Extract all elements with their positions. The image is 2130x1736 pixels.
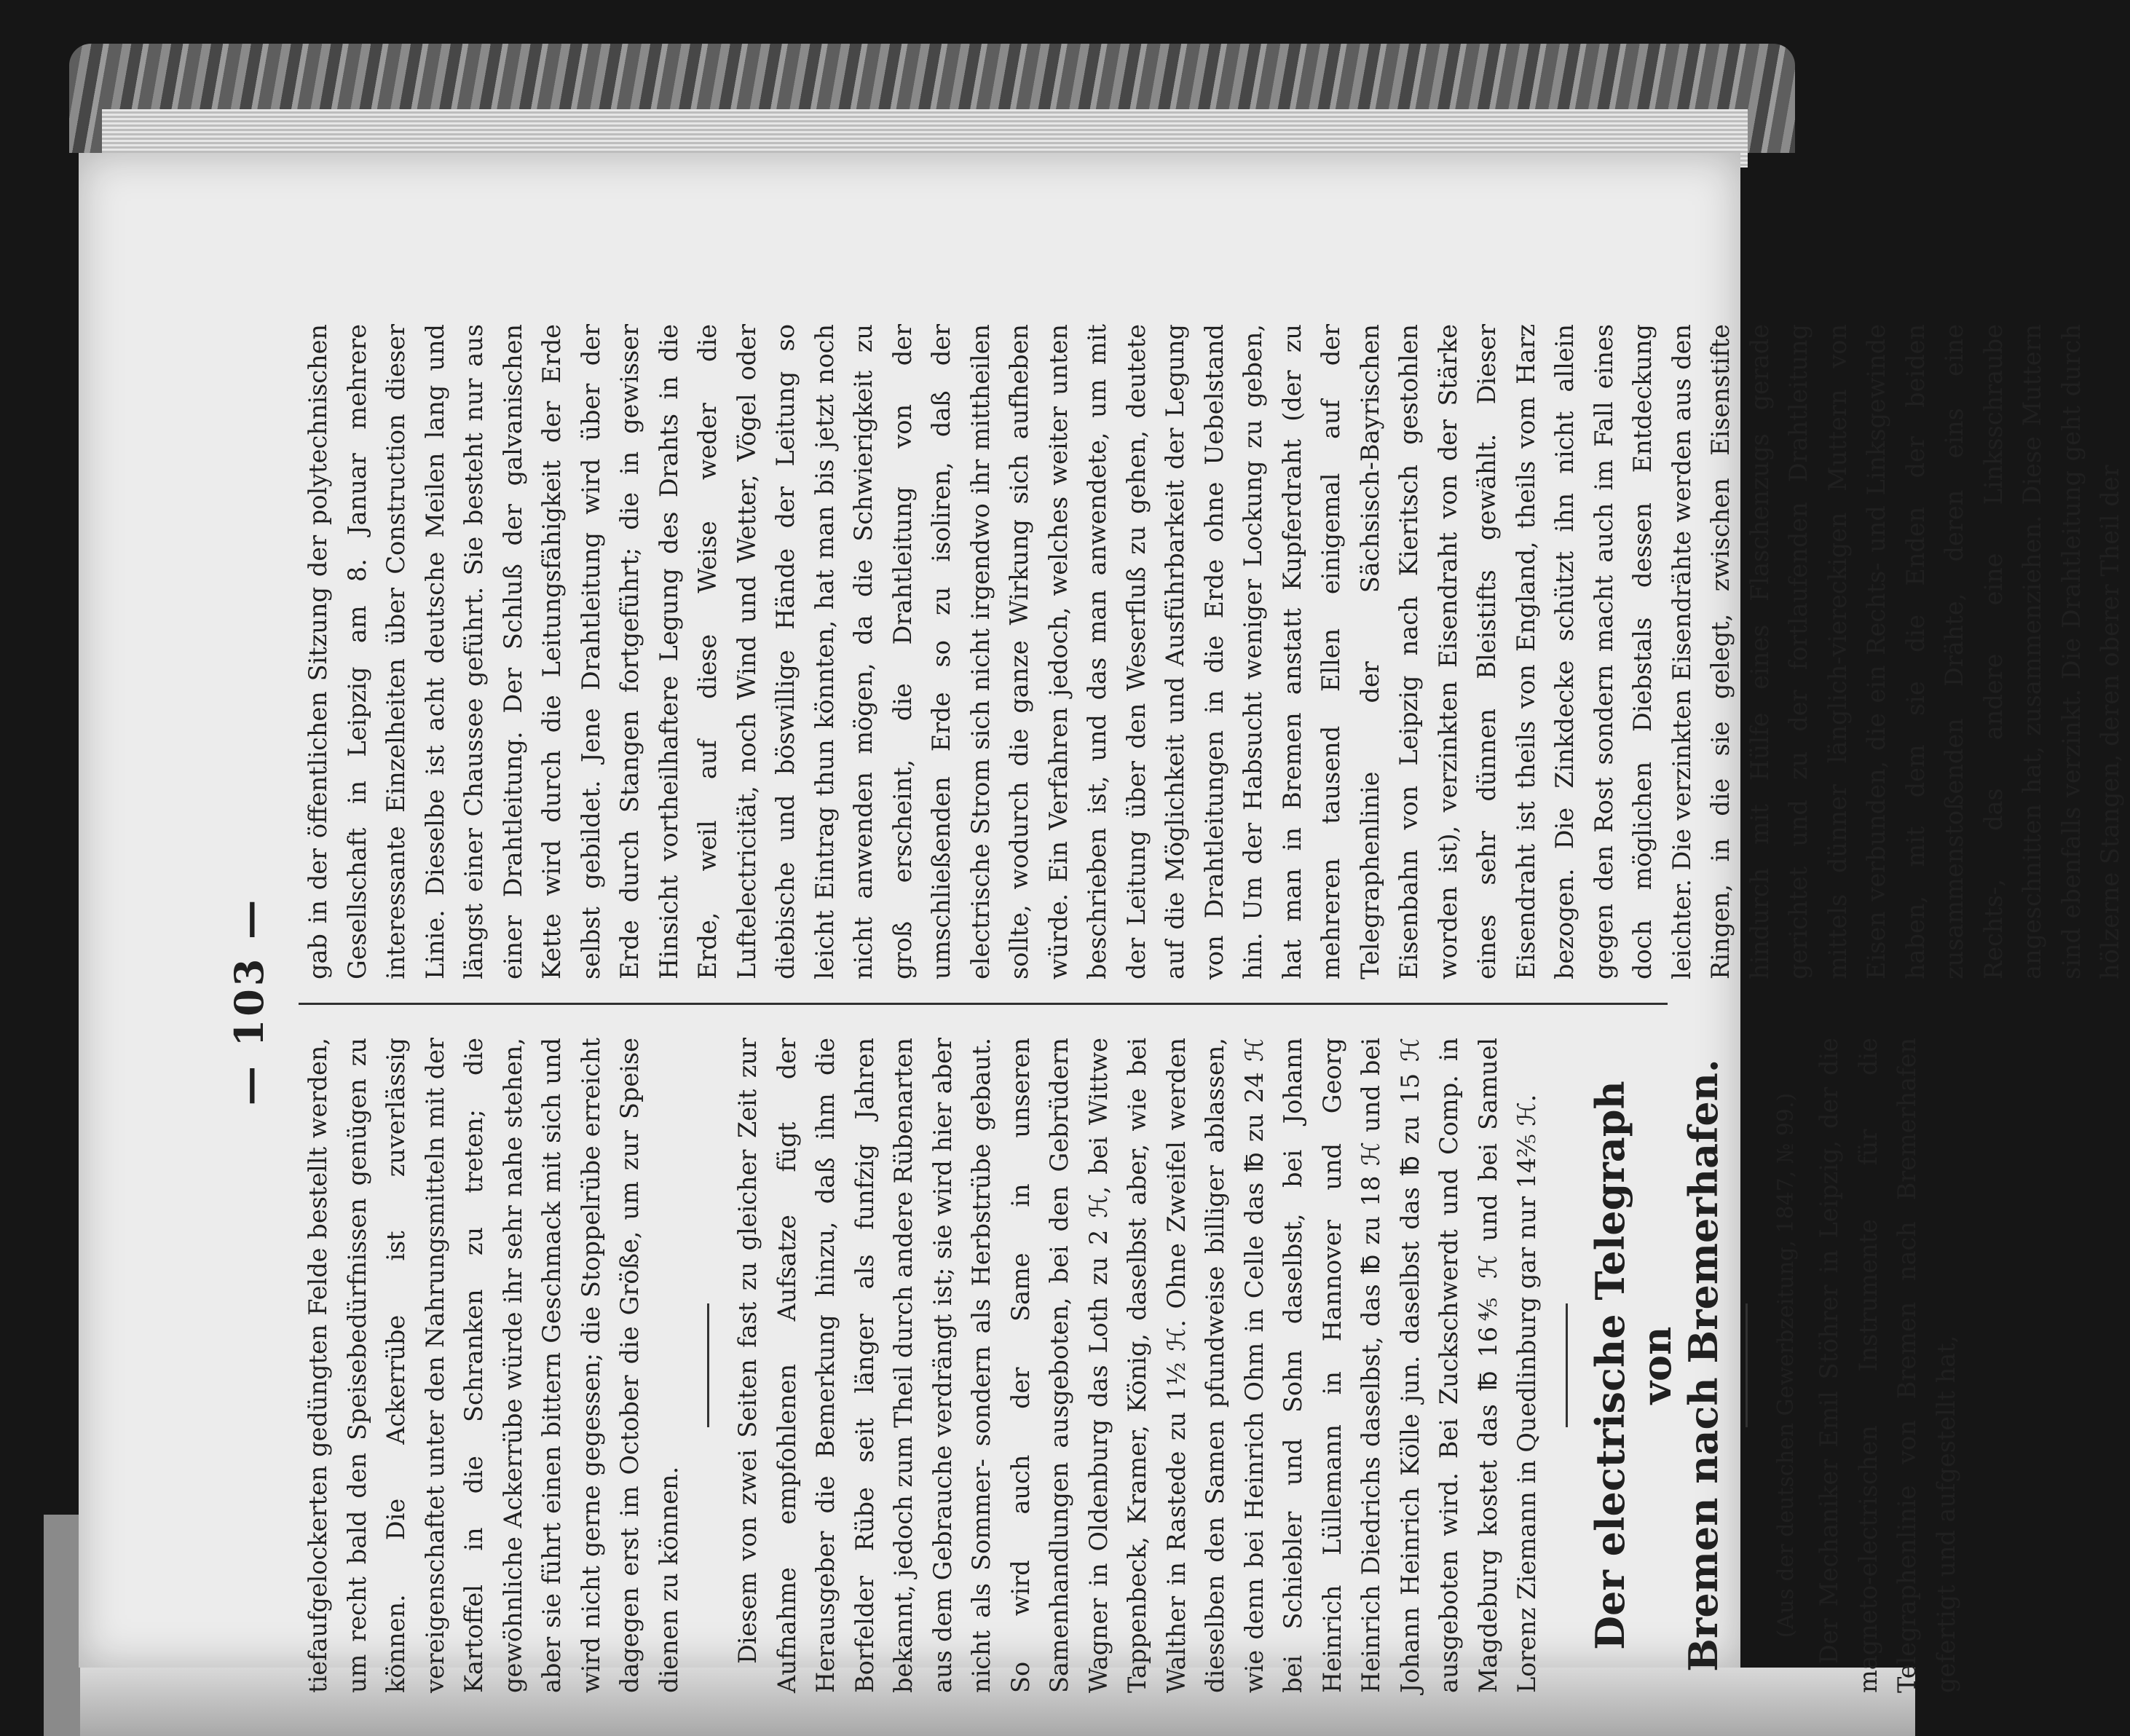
right-column [299, 324, 2124, 979]
left-paragraph-3: Der Mechaniker Emil Stöhrer in Leipzig, der die magneto-electrischen Instrumente für die Telegraphenlinie von Bremen nach Bremerhafen gefertigt und aufgestellt hat, [1815, 1038, 1960, 1693]
section-divider [1746, 1303, 1748, 1427]
article-heading [1587, 1038, 1727, 1693]
left-paragraph-2: Diesem von zwei Seiten fast zu gleicher Zeit zur Aufnahme empfohlenen Aufsatze fügt der Herausgeber die Bemerkung hinzu, daß ihm die Borfelder Rübe seit länger als funfzig Jahren bekannt, jedoch zum Theil durch andere Rübenarten aus dem Gebrauche verdrängt ist; sie wird hier aber nicht als Sommer- sondern als Herbstrübe gebaut. So wird auch der Same in unseren Samenhandlungen ausgeboten, bei den Gebrüdern Wagner in Oldenburg das Loth zu 2 ℋ, bei Wittwe Tappenbeck, Kramer, König, daselbst aber, wie bei Walther in Rastede zu 1½ ℋ. Ohne Zweifel werden dieselben den Samen pfundweise billiger ablassen, wie denn bei Heinrich Ohm in Celle das ℔ zu 24 ℋ bei Schiebler und Sohn daselbst, bei Johann Heinrich Lüllemann in Hannover und Georg Heinrich Diedrichs daselbst, das ℔ zu 18 ℋ und bei Johann Heinrich Kölle jun. daselbst das ℔ zu 15 ℋ ausgeboten wird. Bei Zuckschwerdt und Comp. in Magdeburg kostet das ℔ 16⅘ ℋ und bei Samuel Lorenz Ziemann in Quedlinburg gar nur 14⅖ ℋ. [733, 1038, 1541, 1693]
rotated-text-area [226, 280, 2124, 1722]
left-column [299, 1038, 1960, 1693]
right-paragraph-1: gab in der öffentlichen Sitzung der polytechnischen Gesellschaft in Leipzig am 8. Januar mehrere interessante Einzelheiten über Construction dieser Linie. Dieselbe ist acht deutsche Meilen lang und längst einer Chaussee geführt. Sie besteht nur aus einer Drahtleitung. Der Schluß der galvanischen Kette wird durch die Leitungsfähigkeit der Erde selbst gebildet. Jene Drahtleitung wird über der Erde durch Stangen fortgeführt; die in gewisser Hinsicht vortheilhaftere Legung des Drahts in die Erde, weil auf diese Weise weder die Luftelectricität, noch Wind und Wetter, Vögel oder diebische und böswillige Hände der Leitung so leicht Eintrag thun könnten, hat man bis jetzt noch nicht anwenden mögen, da die Schwierigkeit zu groß erscheint, die Drahtleitung von der umschließenden Erde so zu isoliren, daß der electrische Strom sich nicht irgendwo ihr mittheilen sollte, wodurch die ganze Wirkung sich aufheben würde. Ein Verfahren jedoch, welches weiter unten beschrieben ist, und das man anwendete, um mit der Leitung über den Weserfluß zu gehen, deutete auf die Möglichkeit und Ausführbarkeit der Legung von Drahtleitungen in die Erde ohne Uebelstand hin. Um der Habsucht weniger Lockung zu geben, hat man in Bremen anstatt Kupferdraht (der zu mehreren tausend Ellen einigemal auf der Telegraphenlinie der Sächsisch-Bayrischen Eisenbahn von Leipzig nach Kieritsch gestohlen worden ist), verzinkten Eisendraht von der Stärke eines sehr dünnen Bleistifts gewählt. Dieser Eisendraht ist theils von England, theils vom Harz bezogen. Die Zinkdecke schützt ihn nicht allein gegen den Rost sondern macht auch im Fall eines doch möglichen Diebstals dessen Entdeckung leichter. Die verzinkten Eisendrähte werden aus den Ringen, in die sie gelegt, zwischen Eisenstifte hindurch mit Hülfe eines Flaschenzugs gerade gerichtet und zu der fortlaufenden Drahtleitung mittels dünner länglich-viereckigen Muttern von Eisen verbunden, die ein Rechts- und Linksgewinde haben, mit dem sie die Enden der beiden zusammenstoßenden Drähte, deren eins eine Rechts-, das andere eine Linksschraube angeschnitten hat, zusammenziehen. Diese Muttern sind ebenfalls verzinkt. Die Drahtleitung geht durch hölzerne Stangen, deren oberer Theil der [304, 324, 2124, 979]
heading-line-1: Der electrische Telegraph von [1586, 1081, 1680, 1650]
page-number: — 103 — [226, 896, 272, 1106]
article-source: (Aus der deutschen Gewerbzeitung, 1847, № 99.) [1772, 1092, 1799, 1638]
section-divider [1566, 1303, 1568, 1427]
left-paragraph-1: tiefaufgelockerten gedüngten Felde bestellt werden, um recht bald den Speisebedürfnissen genügen zu können. Die Ackerrübe ist zuverlässig vereigenschaftet unter den Nahrungsmitteln mit der Kartoffel in die Schranken zu treten; die gewöhnliche Ackerrübe würde ihr sehr nahe stehen, aber sie führt einen bittern Geschmack mit sich und wird nicht gerne gegessen; die Stoppelrübe erreicht dagegen erst im October die Größe, um zur Speise dienen zu können. [304, 1038, 683, 1693]
page-content [226, 280, 2124, 1722]
section-divider [707, 1303, 709, 1427]
heading-line-2: Bremen nach Bremerhafen. [1679, 1059, 1727, 1672]
column-rule [299, 1003, 1668, 1005]
